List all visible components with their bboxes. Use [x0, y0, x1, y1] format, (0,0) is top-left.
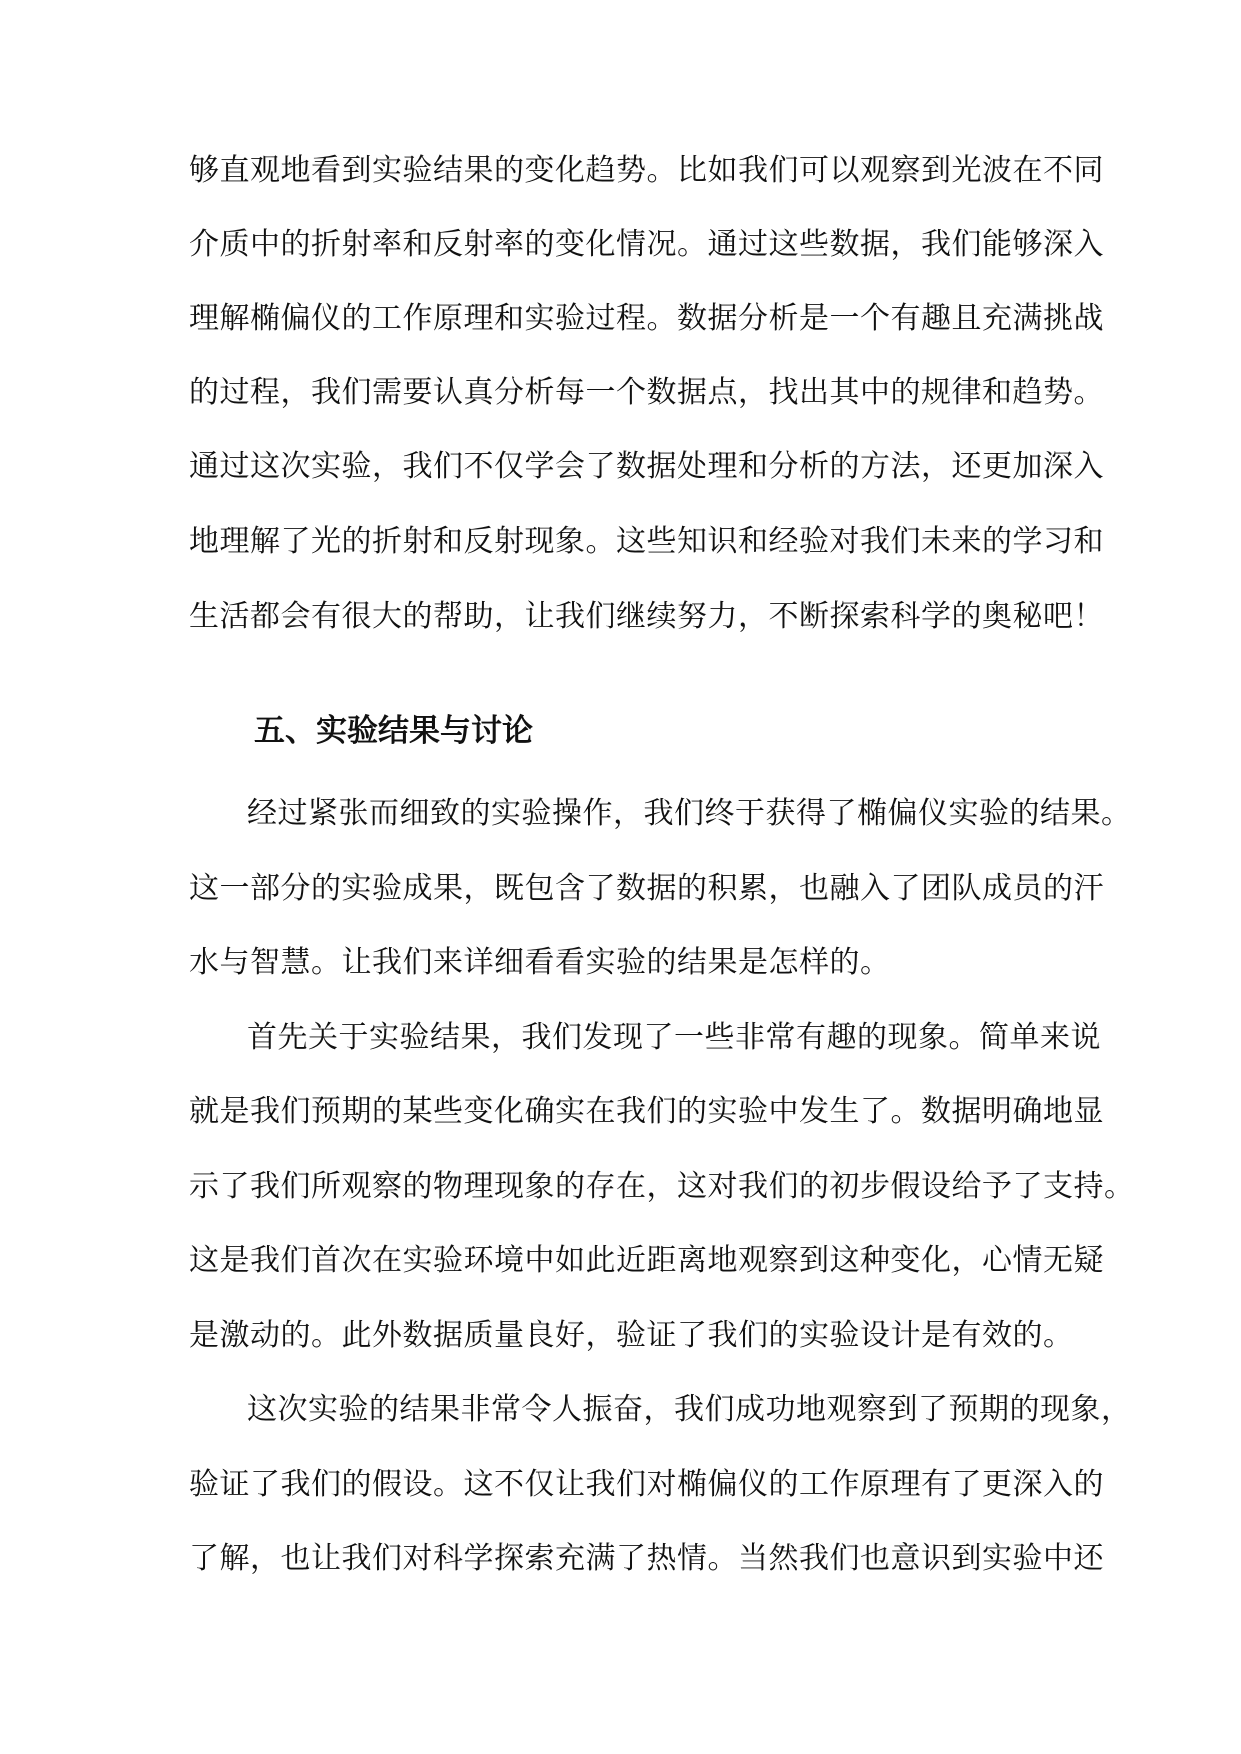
body-text-line: 介质中的折射率和反射率的变化情况。通过这些数据，我们能够深入 [189, 227, 1104, 262]
paragraph-first-line: 首先关于实验结果，我们发现了一些非常有趣的现象。简单来说 [247, 1020, 1101, 1055]
body-text-line: 通过这次实验，我们不仅学会了数据处理和分析的方法，还更加深入 [189, 449, 1104, 484]
body-text-line: 这一部分的实验成果，既包含了数据的积累，也融入了团队成员的汗 [189, 871, 1104, 906]
body-text-line: 水与智慧。让我们来详细看看实验的结果是怎样的。 [189, 945, 891, 980]
body-text-line: 就是我们预期的某些变化确实在我们的实验中发生了。数据明确地显 [189, 1094, 1104, 1129]
body-text-line: 生活都会有很大的帮助，让我们继续努力，不断探索科学的奥秘吧！ [189, 599, 1104, 634]
section-heading: 五、实验结果与讨论 [254, 713, 533, 749]
body-text-line: 示了我们所观察的物理现象的存在，这对我们的初步假设给予了支持。 [189, 1169, 1135, 1204]
body-text-line: 理解椭偏仪的工作原理和实验过程。数据分析是一个有趣且充满挑战 [189, 301, 1104, 336]
body-text-line: 验证了我们的假设。这不仅让我们对椭偏仪的工作原理有了更深入的 [189, 1467, 1104, 1502]
body-text-line: 地理解了光的折射和反射现象。这些知识和经验对我们未来的学习和 [189, 524, 1104, 559]
paragraph-first-line: 经过紧张而细致的实验操作，我们终于获得了椭偏仪实验的结果。 [247, 796, 1132, 831]
body-text-line: 的过程，我们需要认真分析每一个数据点，找出其中的规律和趋势。 [189, 375, 1104, 410]
body-text-line: 是激动的。此外数据质量良好，验证了我们的实验设计是有效的。 [189, 1318, 1074, 1353]
paragraph-first-line: 这次实验的结果非常令人振奋，我们成功地观察到了预期的现象， [247, 1392, 1132, 1427]
body-text-line: 够直观地看到实验结果的变化趋势。比如我们可以观察到光波在不同 [189, 153, 1104, 188]
body-text-line: 这是我们首次在实验环境中如此近距离地观察到这种变化，心情无疑 [189, 1243, 1104, 1278]
body-text-line: 了解，也让我们对科学探索充满了热情。当然我们也意识到实验中还 [189, 1541, 1104, 1576]
